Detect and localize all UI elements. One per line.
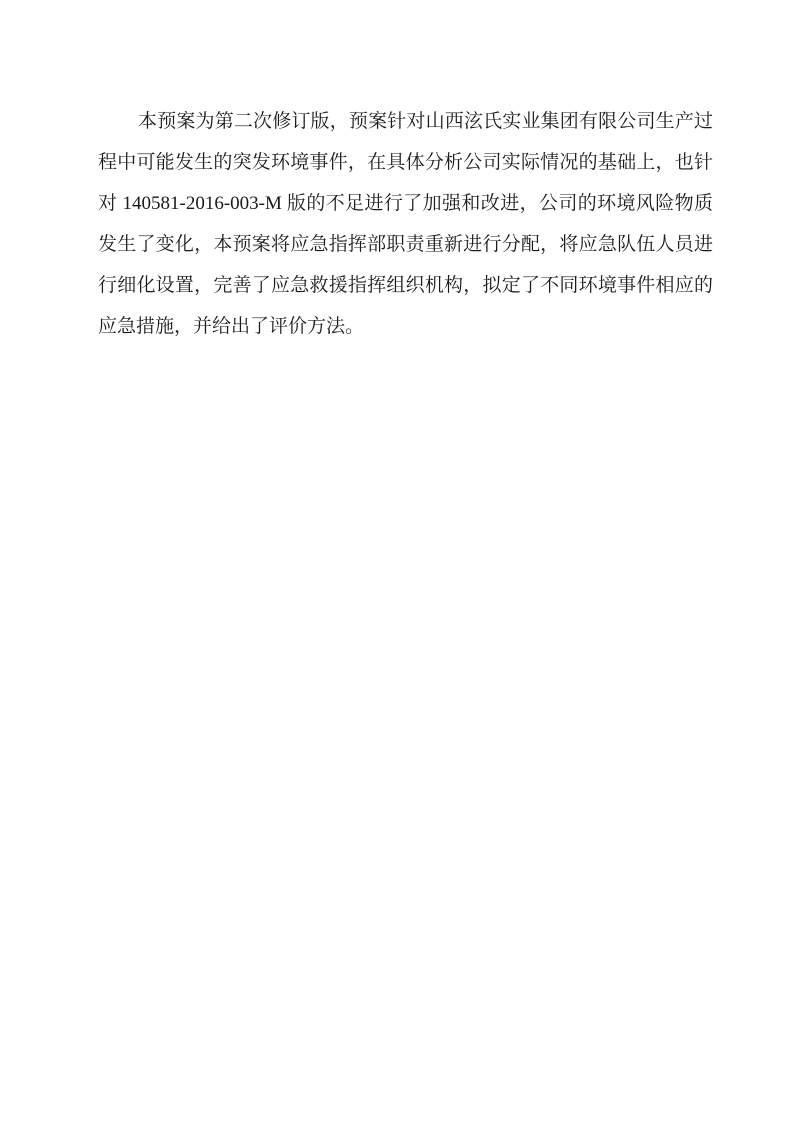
paragraph-line: 行细化设置，完善了应急救援指挥组织机构，拟定了不同环境事件相应的 bbox=[98, 275, 713, 296]
paragraph-line: 对 140581-2016-003-M 版的不足进行了加强和改进，公司的环境风险物质 bbox=[98, 193, 713, 214]
paragraph-line: 本预案为第二次修订版，预案针对山西泫氏实业集团有限公司生产过 bbox=[138, 111, 713, 132]
paragraph-line: 发生了变化，本预案将应急指挥部职责重新进行分配，将应急队伍人员进 bbox=[98, 234, 713, 255]
paragraph-line: 程中可能发生的突发环境事件，在具体分析公司实际情况的基础上，也针 bbox=[98, 152, 713, 173]
paragraph-line: 应急措施，并给出了评价方法。 bbox=[98, 316, 365, 337]
body-paragraph bbox=[98, 101, 713, 347]
